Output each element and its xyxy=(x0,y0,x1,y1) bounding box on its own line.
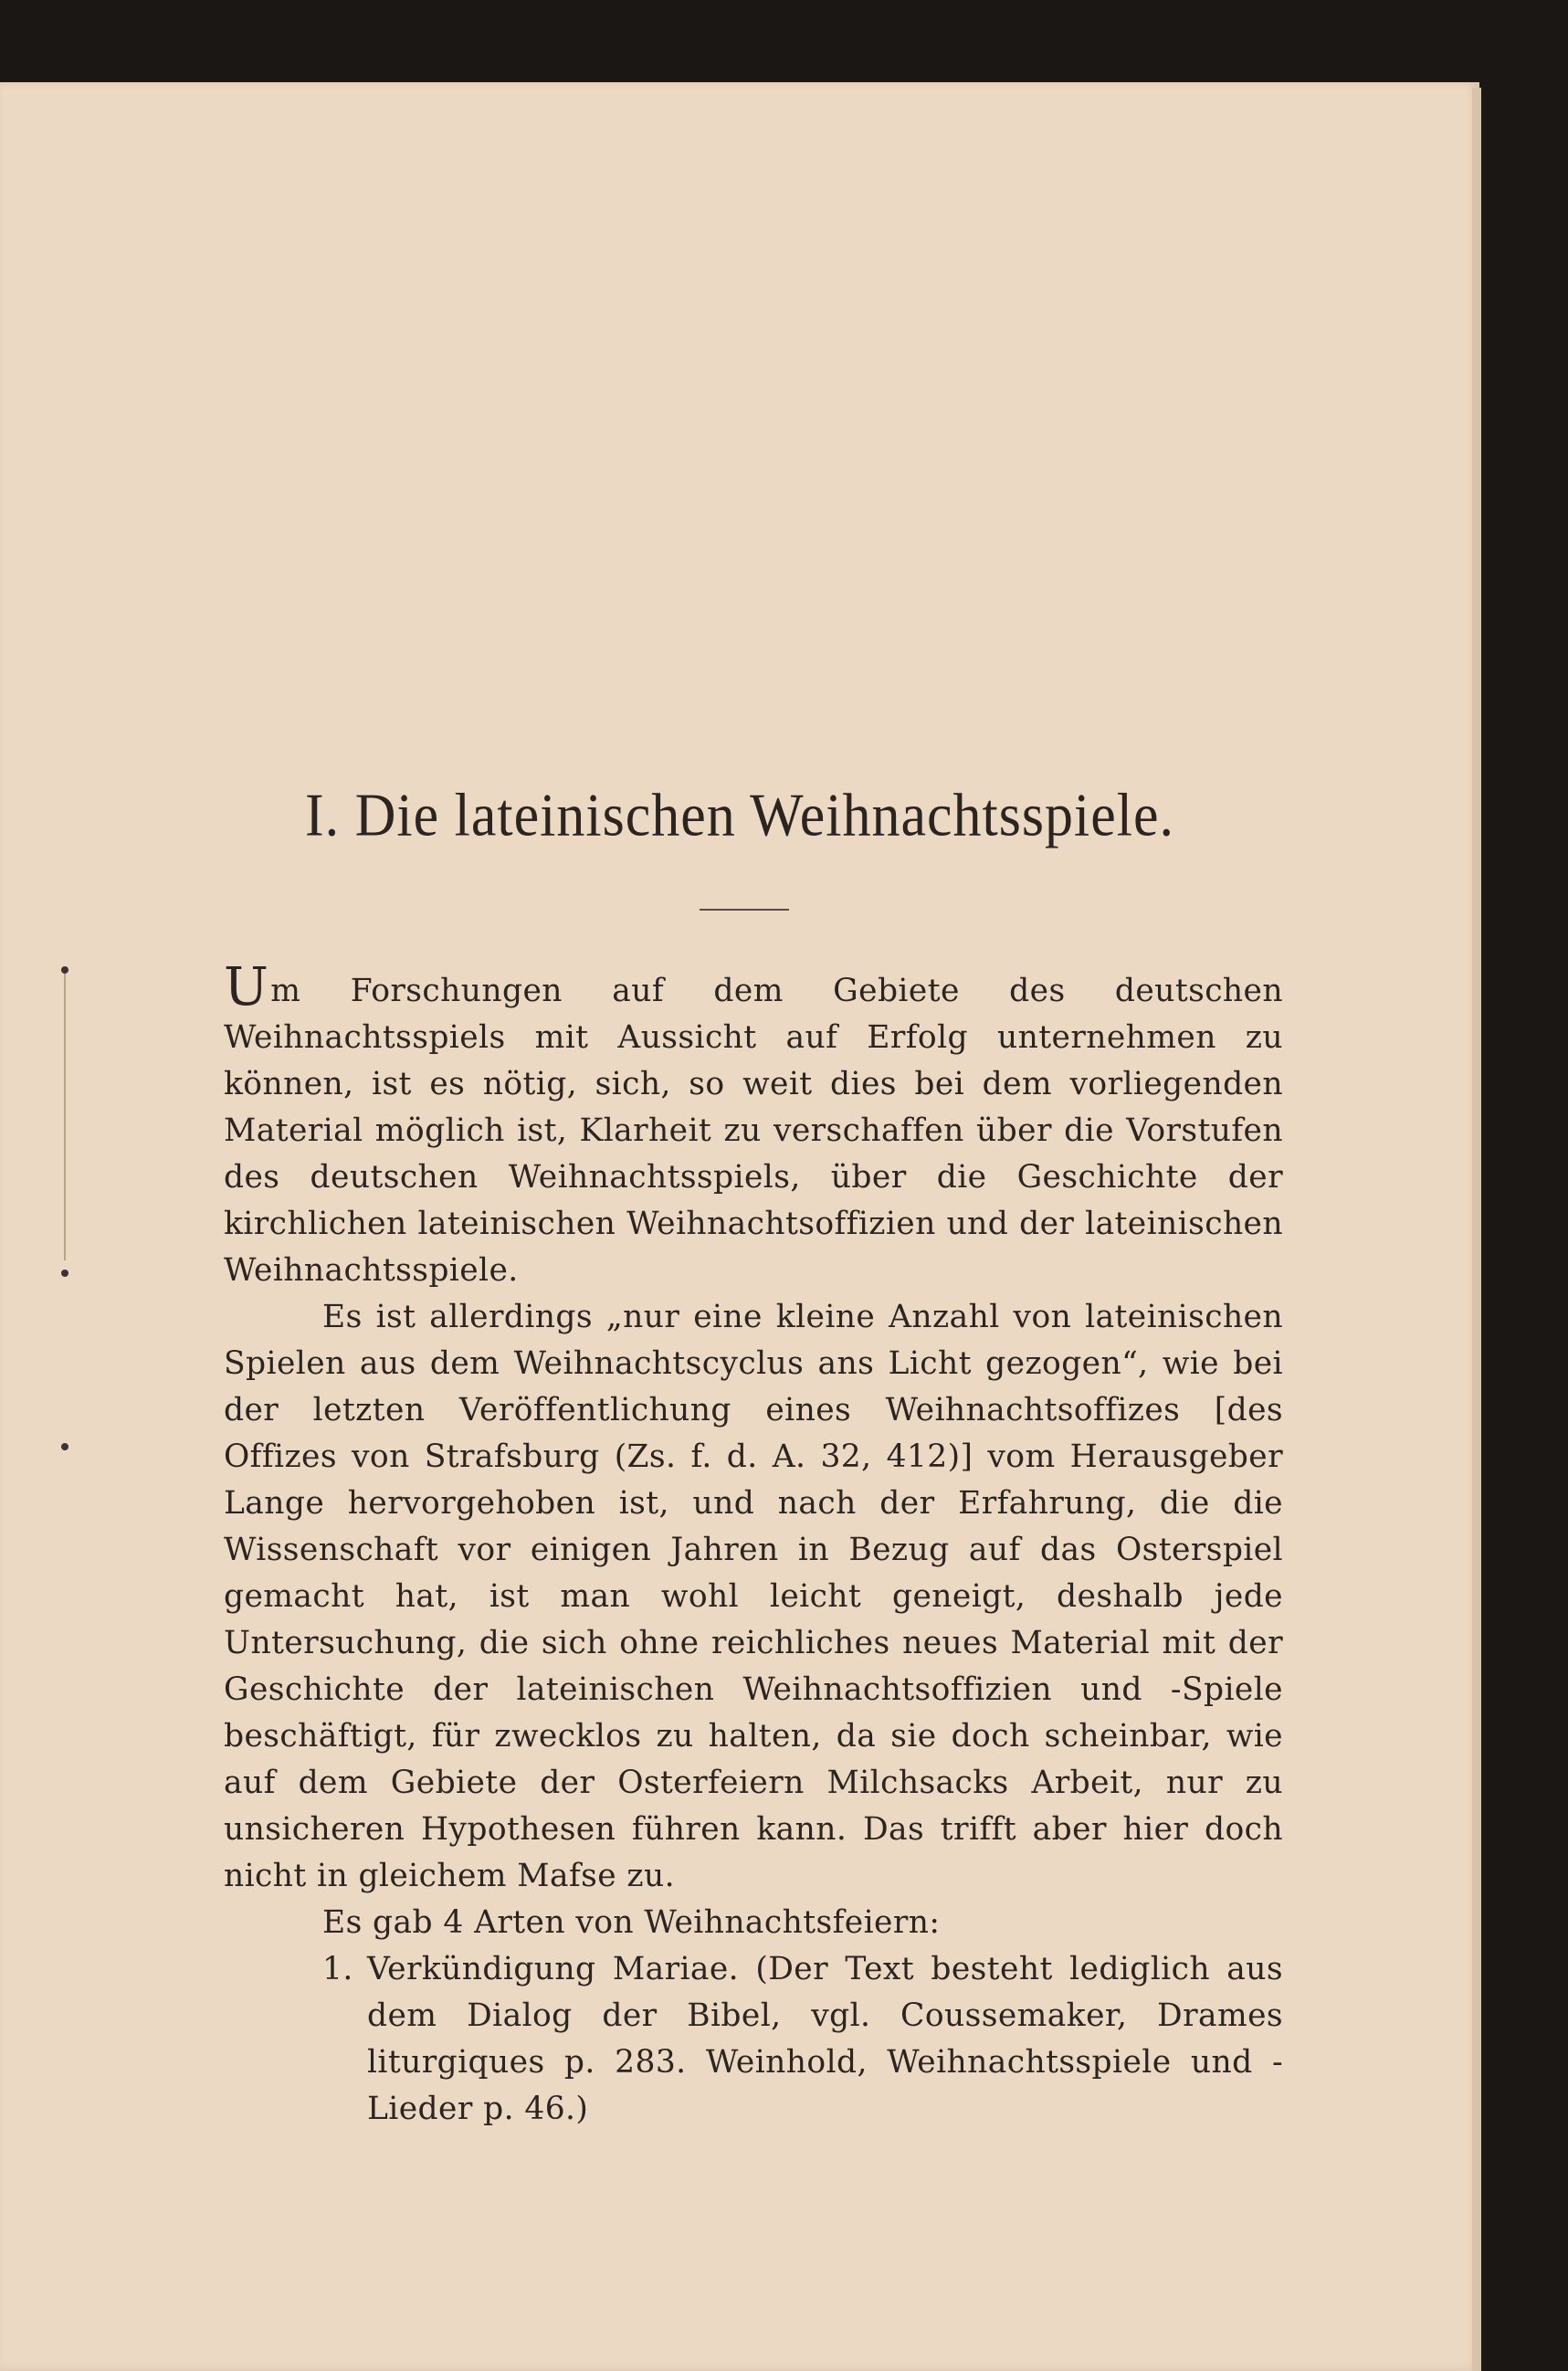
binding-thread xyxy=(64,973,66,1260)
body-text xyxy=(224,955,1283,2133)
initial-letter: U xyxy=(224,955,269,1017)
paragraph-text: m Forschungen auf dem Gebiete des deutschen Weihnachtsspiels mit Aussicht auf Erfolg unternehmen zu können, ist es nötig, sich, so weit dies bei dem vorliegenden Material möglich ist, Klarheit zu verschaffen über die Vorstufen des deutschen Weihnachtsspiels, über die Geschichte der kirchlichen lateinischen Weihnachtsoffizien und der lateinischen Weihnachtsspiele. xyxy=(224,973,1283,1289)
stitch-hole xyxy=(61,966,68,974)
list-item xyxy=(224,1946,1283,2133)
stitch-hole xyxy=(61,1443,68,1450)
paragraph: Es gab 4 Arten von Weihnachtsfeiern: xyxy=(322,1904,941,1941)
paragraph xyxy=(224,955,1283,1294)
paragraph: Es ist allerdings „nur eine kleine Anzahl von lateinischen Spielen aus dem Weihnachtscyclus ans Licht gezogen“, wie bei der letzten Veröffentlichung eines Weihnachtsoffizes [des Offizes von Strafsburg (Zs. f. d. A. 32, 412)] vom Herausgeber Lange hervorgehoben ist, und nach der Erfahrung, die die Wissenschaft vor einigen Jahren in Bezug auf das Osterspiel gemacht hat, ist man wohl leicht geneigt, deshalb jede Untersuchung, die sich ohne reichliches neues Material mit der Geschichte der lateinischen Weihnachtsoffizien und -Spiele beschäftigt, für zwecklos zu halten, da sie doch scheinbar, wie auf dem Gebiete der Osterfeiern Milchsacks Arbeit, nur zu unsicheren Hypothesen führen kann. Das trifft aber hier doch nicht in gleichem Mafse zu. xyxy=(224,1299,1283,1894)
list-text: Verkündigung Mariae. (Der Text besteht lediglich aus dem Dialog der Bibel, vgl. Coussemaker, Drames liturgiques p. 283. Weinhold, Weihnachtsspiele und -Lieder p. 46.) xyxy=(367,1951,1283,2127)
list-number: 1. xyxy=(322,1951,353,1987)
title-rule xyxy=(700,909,789,911)
page-edge xyxy=(1472,88,1481,2371)
chapter-title: I. Die lateinischen Weihnachtsspiele. xyxy=(305,782,1174,849)
stitch-hole xyxy=(61,1270,68,1277)
